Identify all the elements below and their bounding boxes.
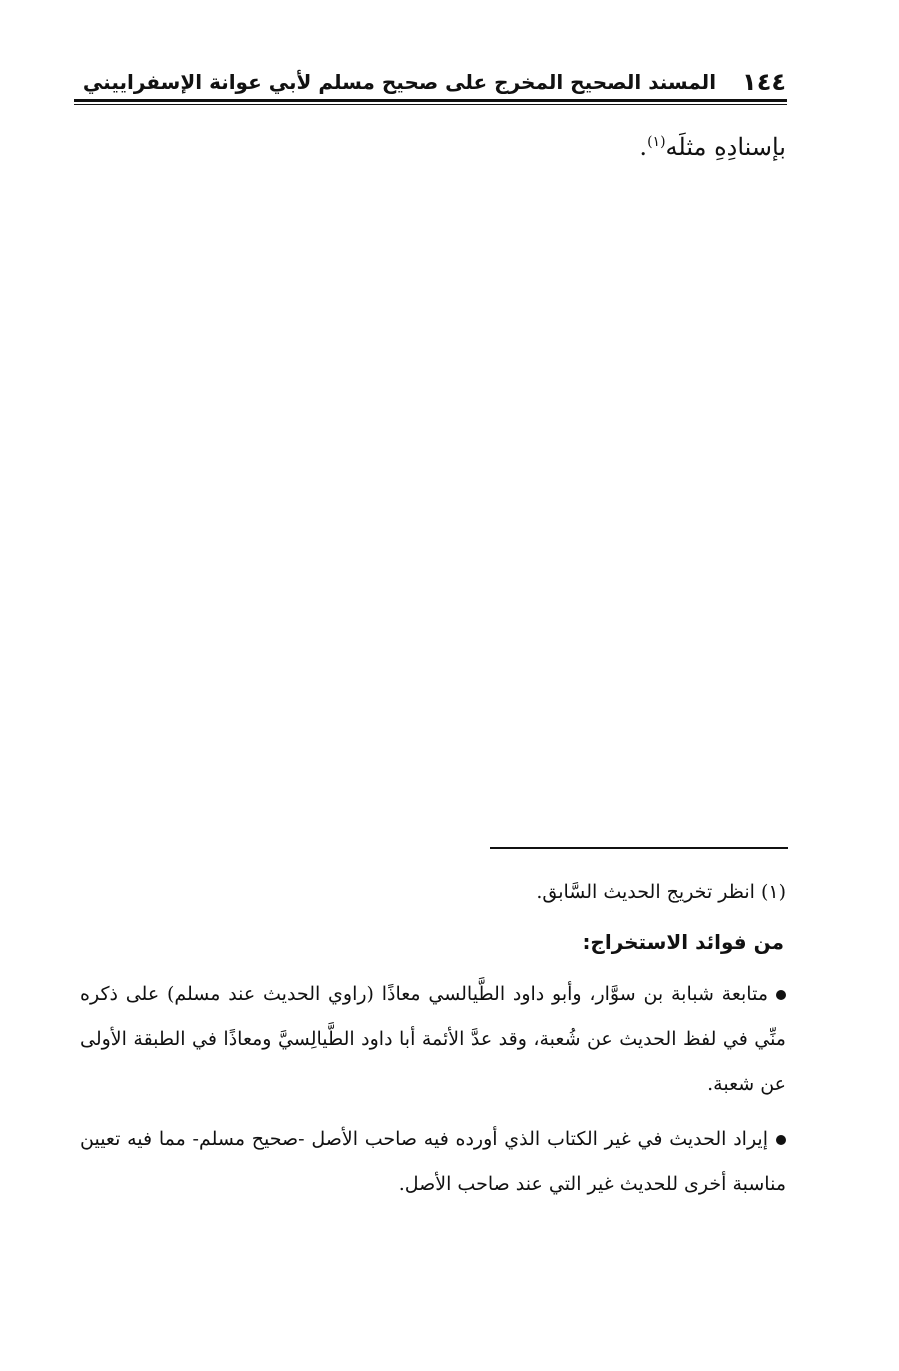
page-number: ١٤٤ xyxy=(742,68,786,96)
end-punctuation: . xyxy=(639,133,648,161)
benefit-text-2: إيراد الحديث في غير الكتاب الذي أورده فيه صاحب الأصل -صحيح مسلم- مما فيه تعيين مناسبة أخرى للحديث غير التي عند صاحب الأصل. xyxy=(80,1128,786,1195)
footnotes xyxy=(80,872,786,1207)
bullet-icon xyxy=(776,990,786,1000)
footnote-heading: من فوائد الاستخراج: xyxy=(582,930,784,954)
running-title: المسند الصحيح المخرج على صحيح مسلم لأبي عوانة الإسفراييني xyxy=(82,70,717,94)
benefit-text-1: متابعة شبابة بن سوَّار، وأبو داود الطَّيالسي معاذًا (راوي الحديث عند مسلم) على ذكره منِّي في لفظ الحديث عن شُعبة، وقد عدَّ الأئمة أبا داود الطَّيالِسيَّ ومعاذًا في الطبقة الأولى عن شعبة. xyxy=(80,983,786,1095)
main-text xyxy=(80,120,786,169)
benefit-item-1 xyxy=(80,972,786,1107)
header-rule xyxy=(74,99,787,102)
header-rule-secondary xyxy=(74,104,787,105)
footnote-reference: (١) xyxy=(647,134,666,150)
footnote-1: (١) انظر تخريج الحديث السَّابق. xyxy=(536,881,786,903)
benefit-item-2 xyxy=(80,1117,786,1207)
bullet-icon xyxy=(776,1135,786,1145)
main-text-line: بإسنادِهِ مثلَه xyxy=(665,133,786,161)
page-header xyxy=(74,62,786,98)
footnote-separator xyxy=(490,847,788,849)
